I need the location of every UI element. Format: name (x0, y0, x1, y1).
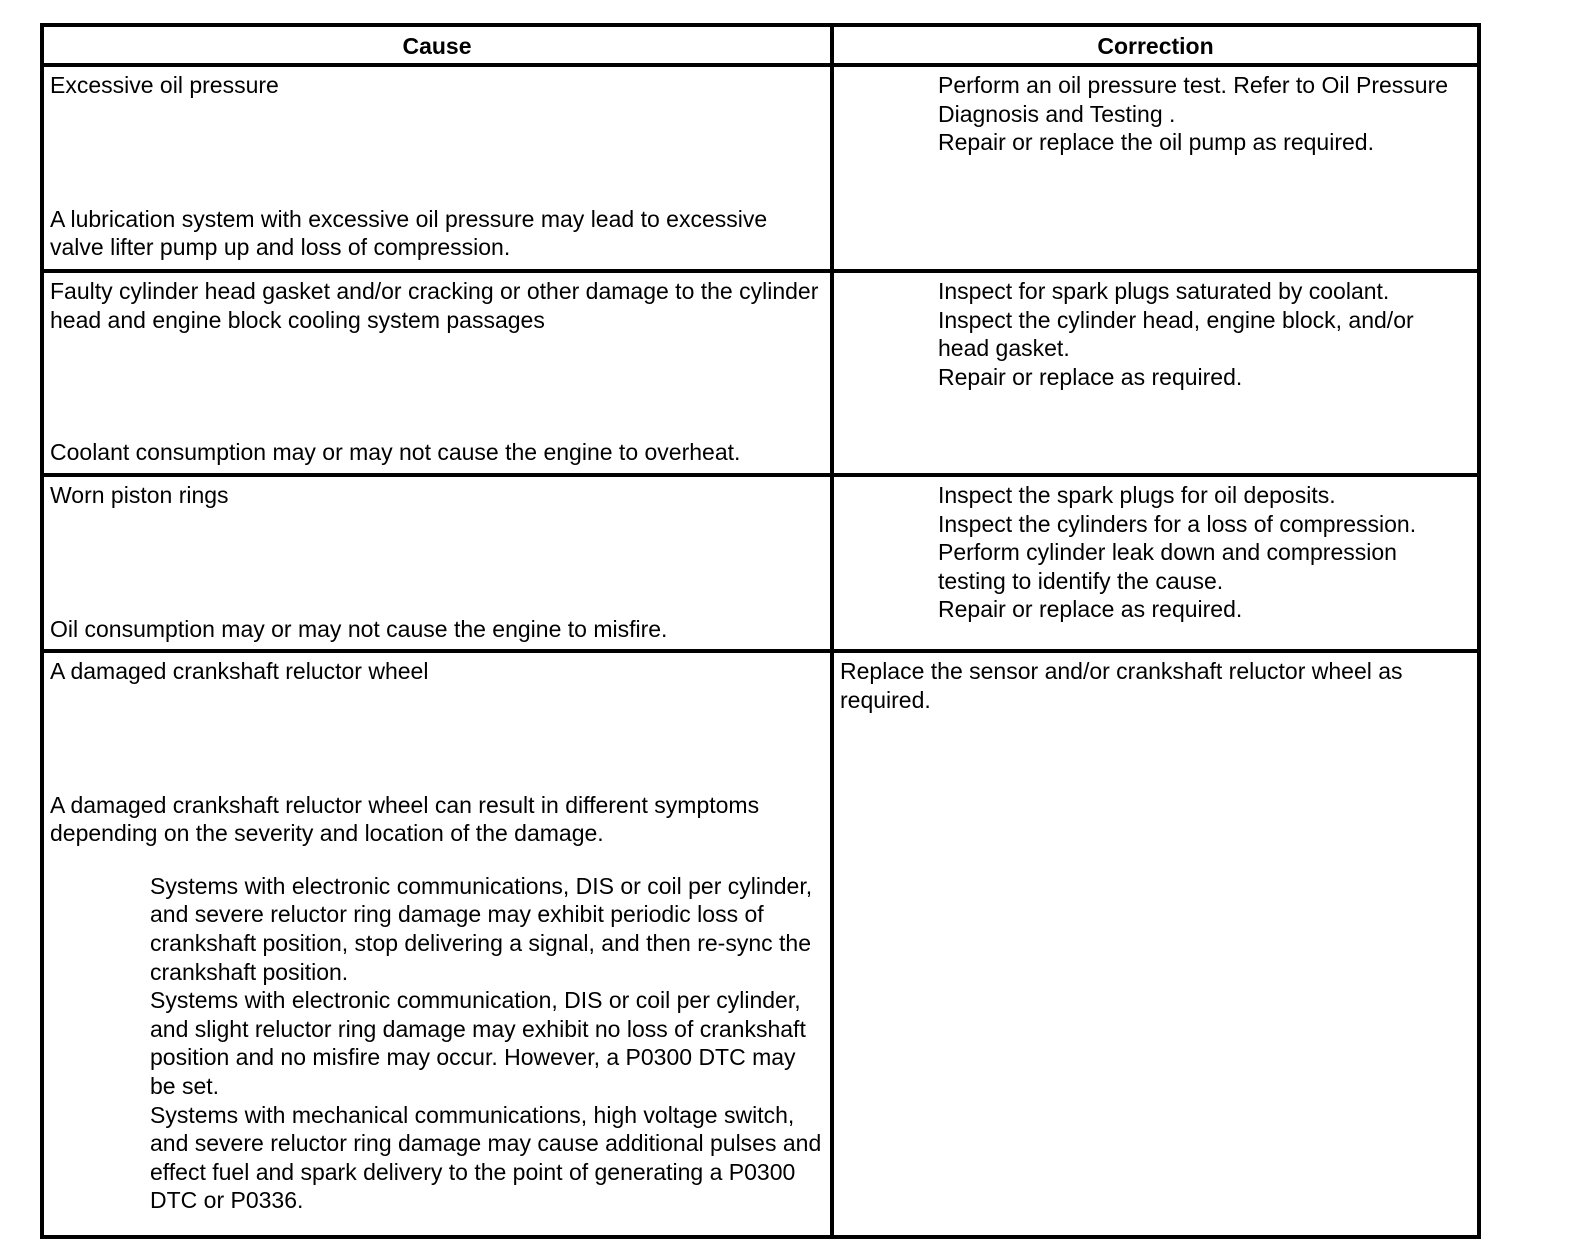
correction-list (938, 481, 1471, 624)
cause-subitem: Systems with electronic communications, DIS or coil per cylinder, and severe reluctor ring damage may exhibit periodic loss of crankshaft position, stop delivering a signal, and then re-sync the crankshaft position. (150, 872, 813, 985)
cause-cell (42, 271, 832, 475)
cause-note: Oil consumption may or may not cause the engine to misfire. (50, 615, 668, 642)
cause-cell (42, 475, 832, 651)
cause-subitem: Systems with mechanical communications, high voltage switch, and severe reluctor ring damage may cause additional pulses and effect fuel and spark delivery to the point of generating a P0300 DTC or P0336. (150, 1101, 822, 1214)
header-row (42, 25, 1479, 65)
cause-note: Coolant consumption may or may not cause the engine to overheat. (50, 439, 741, 466)
correction-item: Inspect the spark plugs for oil deposits. (938, 482, 1336, 508)
correction-item: Inspect the cylinders for a loss of compression. (938, 510, 1417, 537)
header-cause: Cause (42, 25, 832, 65)
cause-title: Excessive oil pressure (50, 72, 279, 98)
cause-cell (42, 65, 832, 271)
cause-note: A damaged crankshaft reluctor wheel can result in different symptoms depending on the severity and location of the damage. (50, 791, 760, 847)
correction-cell (832, 271, 1479, 475)
correction-cell (832, 65, 1479, 271)
cause-title: Faulty cylinder head gasket and/or cracking or other damage to the cylinder head and engine block cooling system passages (50, 278, 819, 333)
cause-title: A damaged crankshaft reluctor wheel (50, 658, 429, 684)
header-correction: Correction (832, 25, 1479, 65)
cause-subitem: Systems with electronic communication, DIS or coil per cylinder, and slight reluctor ring damage may exhibit no loss of crankshaft position and no misfire may occur. However, a P0300 DTC may be set. (150, 987, 806, 1099)
correction-item: Repair or replace as required. (938, 596, 1243, 623)
correction-item: Perform an oil pressure test. Refer to Oil Pressure Diagnosis and Testing . (938, 72, 1449, 127)
correction-item: Inspect the cylinder head, engine block, and/or head gasket. (938, 306, 1414, 362)
table-row (42, 475, 1479, 651)
table-row (42, 65, 1479, 271)
cause-cell (42, 651, 832, 1237)
correction-cell (832, 475, 1479, 651)
table-row (42, 271, 1479, 475)
correction-cell (832, 651, 1479, 1237)
diagnosis-table (40, 23, 1481, 1239)
correction-item: Inspect for spark plugs saturated by coolant. (938, 278, 1390, 304)
correction-item: Repair or replace the oil pump as required. (938, 129, 1374, 156)
cause-subitem-list (150, 872, 824, 1215)
correction-text: Replace the sensor and/or crankshaft reluctor wheel as required. (840, 658, 1403, 713)
correction-item: Perform cylinder leak down and compression testing to identify the cause. (938, 539, 1397, 594)
correction-item: Repair or replace as required. (938, 363, 1243, 390)
correction-list (938, 71, 1471, 157)
cause-note: A lubrication system with excessive oil pressure may lead to excessive valve lifter pump up and loss of compression. (50, 205, 768, 261)
cause-title: Worn piston rings (50, 482, 229, 508)
table-row (42, 651, 1479, 1237)
correction-list (938, 277, 1471, 391)
